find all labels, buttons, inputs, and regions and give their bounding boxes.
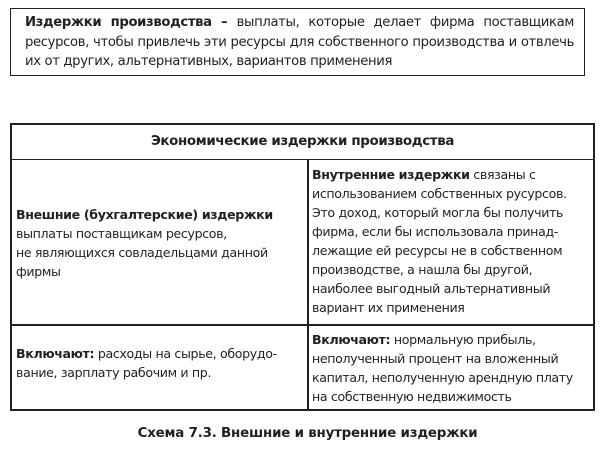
internal-costs-line: Это доход, который могла бы получить (312, 205, 564, 220)
external-includes-cell (16, 344, 302, 382)
definition-text: выплаты, которые делает фирма поставщикам ресурсов, чтобы привлечь эти ресурсы для собственного производства и отвлечь их от других, альтернативных, вариантов применения (25, 15, 574, 69)
figure-caption: Схема 7.3. Внешние и внутренние издержки (137, 426, 478, 441)
definition-term: Издержки производства (25, 15, 212, 30)
internal-costs-line: связаны с (469, 167, 536, 182)
internal-includes-line: на собственную недвижимость (312, 389, 512, 404)
internal-costs-line: производстве, а нашла бы другой, (312, 262, 533, 277)
internal-costs-line: фирма, если бы использовала принад- (312, 224, 558, 239)
internal-includes-label: Включают: (312, 332, 391, 347)
table-header: Экономические издержки производства (12, 125, 593, 160)
external-costs-line: фирмы (16, 264, 61, 279)
internal-includes-line: капитал, неполученную арендную плату (312, 370, 573, 385)
external-includes-line: расходы на сырье, оборудо- (94, 346, 277, 361)
definition-dash: – (211, 15, 237, 30)
internal-costs-line: лежащие ей ресурсы не в собственном (312, 243, 563, 258)
internal-includes-line: нормальную прибыль, (390, 332, 536, 347)
external-costs-line: не являющихся совладельцами данной (16, 245, 268, 260)
internal-costs-line: использованием собственных русурсов. (312, 186, 567, 201)
external-includes-line: вание, зарплату рабочим и пр. (16, 365, 212, 380)
external-costs-title: Внешние (бухгалтерские) издержки (16, 207, 273, 222)
row-divider (12, 324, 593, 326)
external-costs-cell (16, 205, 302, 281)
internal-costs-cell (312, 165, 592, 317)
internal-costs-line: вариант их применения (312, 300, 465, 315)
internal-costs-title: Внутренние издержки (312, 167, 470, 182)
internal-includes-cell (312, 330, 592, 406)
internal-includes-line: неполученный процент на вложенный (312, 351, 559, 366)
external-costs-line: выплаты поставщикам ресурсов, (16, 226, 227, 241)
costs-table (10, 123, 595, 411)
definition-box (10, 8, 585, 76)
external-includes-label: Включают: (16, 346, 95, 361)
internal-costs-line: наиболее выгодный альтернативный (312, 281, 551, 296)
column-divider (307, 160, 309, 409)
